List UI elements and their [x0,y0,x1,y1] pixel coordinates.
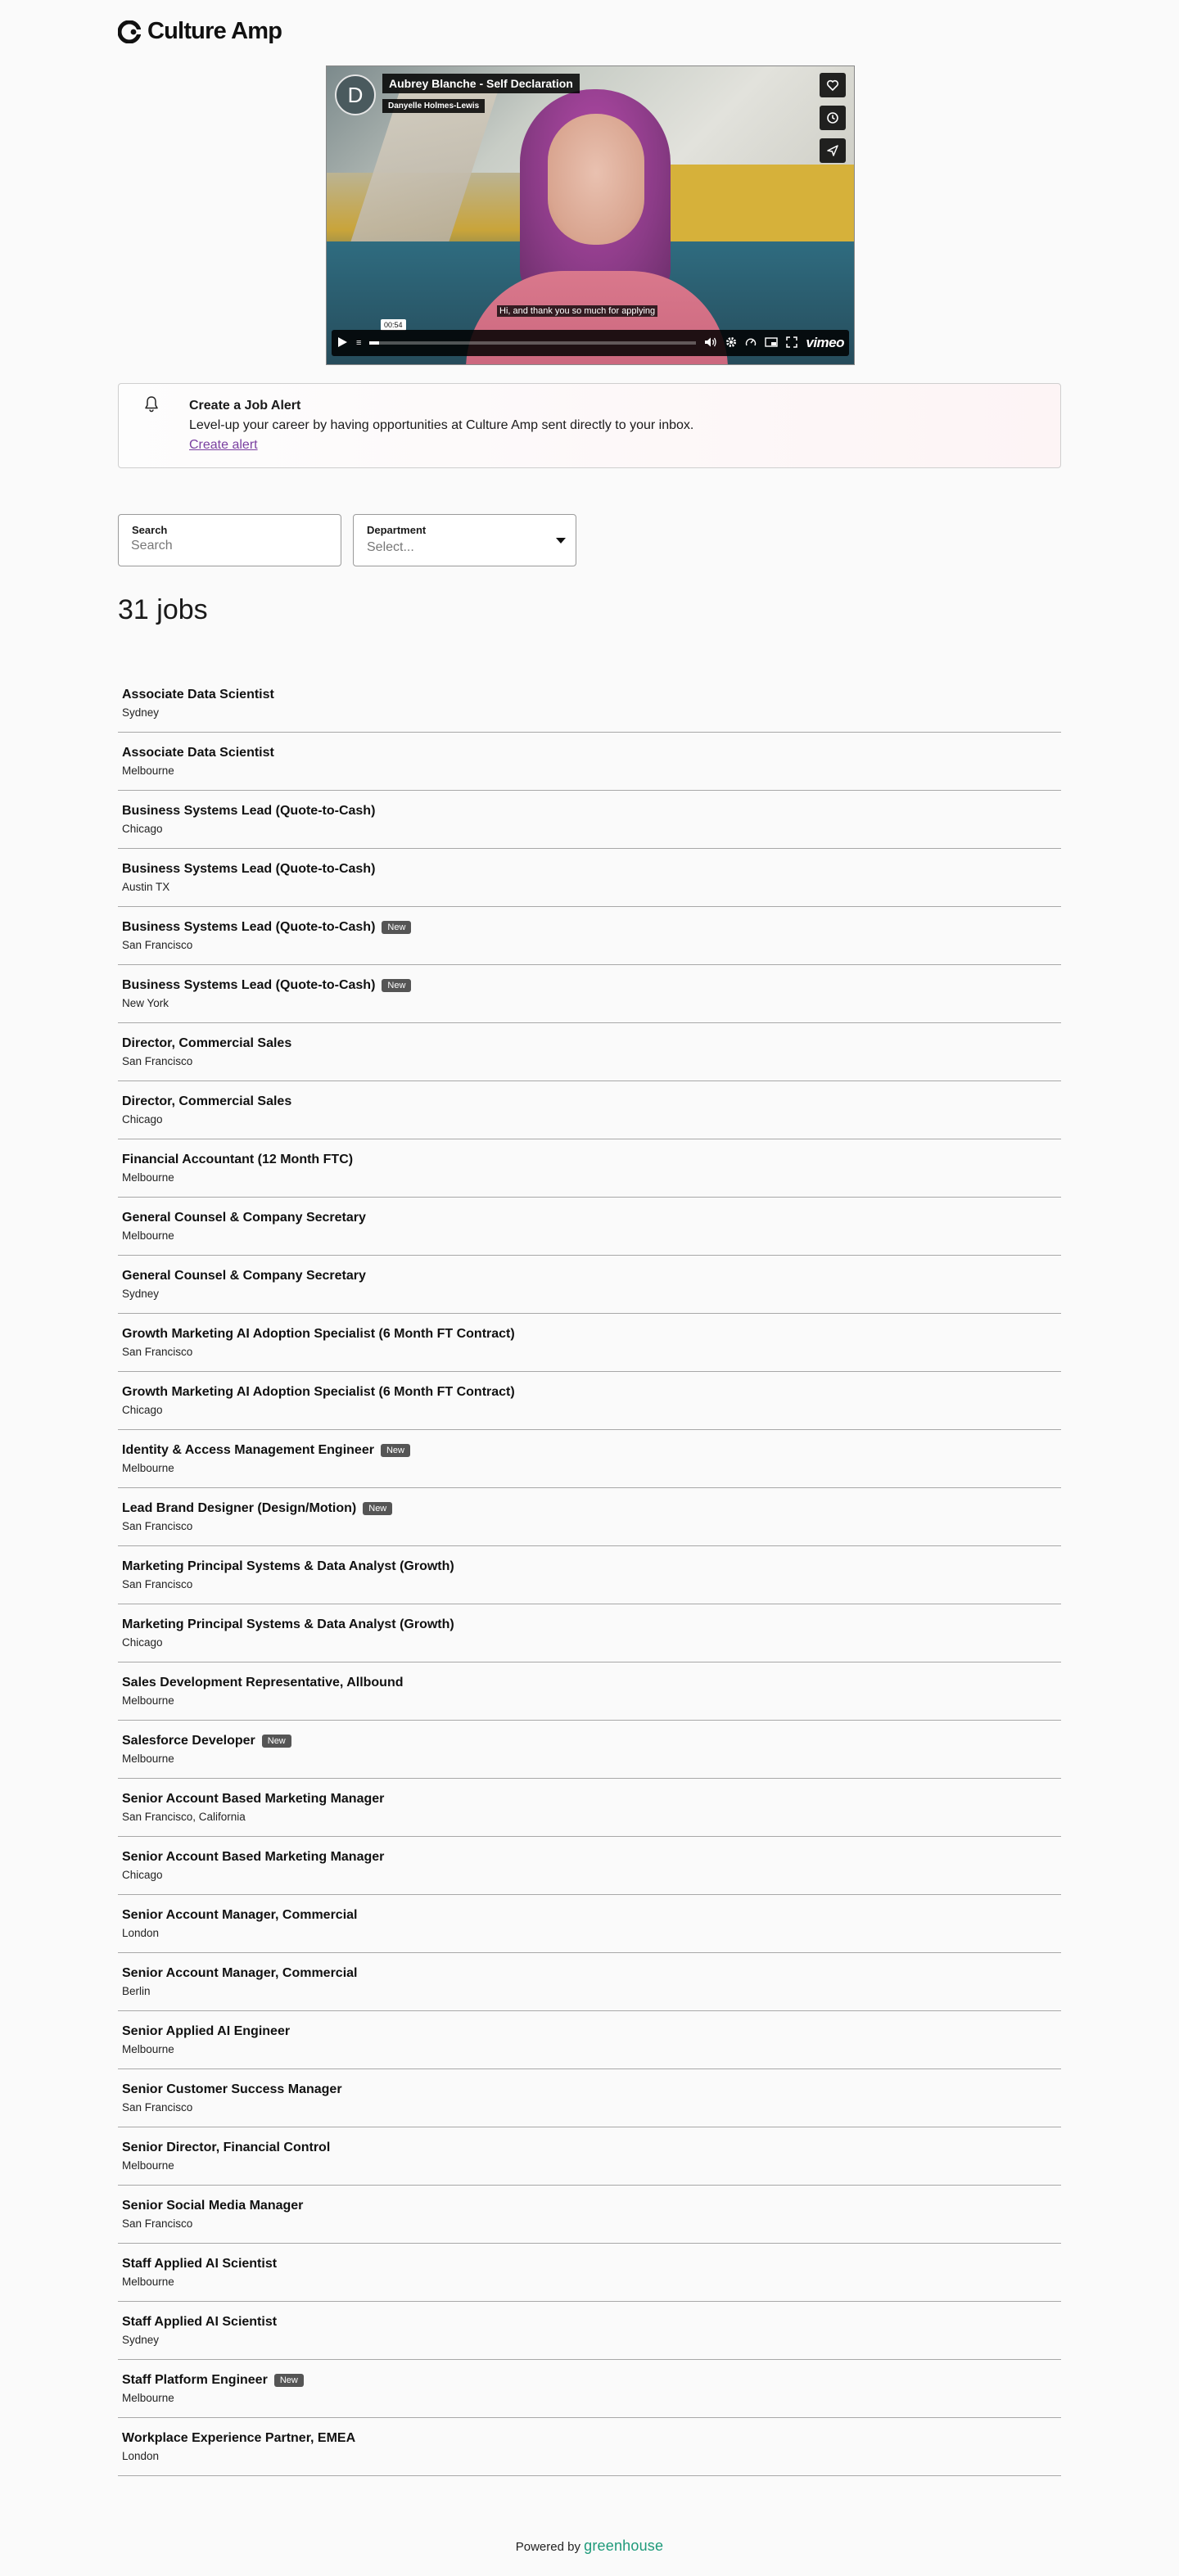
job-location: Chicago [122,1113,163,1126]
job-location: Melbourne [122,1171,174,1184]
job-location: San Francisco [122,1578,193,1590]
job-title-text: Director, Commercial Sales [122,1094,292,1108]
job-title[interactable] [122,2082,1057,2097]
department-value: Select... [367,540,414,554]
job-title[interactable] [122,978,1057,993]
job-count: 31 jobs [118,594,208,625]
like-button[interactable] [820,73,846,97]
job-title-text: Director, Commercial Sales [122,1036,292,1050]
new-badge: New [381,1444,410,1457]
job-title-text: Business Systems Lead (Quote-to-Cash) [122,804,376,818]
job-location: Sydney [122,2334,160,2346]
job-title[interactable] [122,1734,1057,1748]
job-title[interactable] [122,1036,1057,1051]
job-location: San Francisco [122,2217,193,2230]
job-title-text: General Counsel & Company Secretary [122,1269,366,1283]
new-badge: New [382,921,411,934]
job-title-text: Identity & Access Management Engineer [122,1443,374,1457]
job-location: Melbourne [122,2392,174,2404]
brand-name: Culture Amp [147,18,282,44]
culture-amp-logo-icon [118,20,141,43]
job-title[interactable] [122,1501,1057,1516]
speed-icon[interactable] [745,336,757,350]
job-location: Chicago [122,1404,163,1416]
job-title[interactable] [122,2141,1057,2155]
volume-icon[interactable] [704,336,717,350]
send-icon [826,144,839,157]
job-location: Chicago [122,823,163,835]
job-title[interactable] [122,804,1057,819]
powered-by-text: Powered by [515,2540,580,2554]
job-title-text: General Counsel & Company Secretary [122,1211,366,1225]
job-title-text: Senior Director, Financial Control [122,2141,331,2154]
watch-later-button[interactable] [820,106,846,130]
job-posting[interactable] [118,907,1061,965]
bell-icon [143,395,160,413]
job-title-text: Financial Accountant (12 Month FTC) [122,1153,354,1166]
job-location: Sydney [122,706,160,719]
chapters-icon[interactable]: ≡ [356,337,362,348]
job-location: Melbourne [122,2276,174,2288]
job-location: Berlin [122,1985,151,1997]
job-location: Sydney [122,1288,160,1300]
brand-logo[interactable] [118,18,282,45]
job-posting[interactable] [118,2127,1061,2186]
job-location: London [122,1927,160,1939]
job-posting[interactable] [118,1546,1061,1604]
job-title-text: Sales Development Representative, Allbound [122,1676,404,1690]
job-location: Chicago [122,1869,163,1881]
job-posting[interactable] [118,1953,1061,2011]
video-player[interactable] [326,65,855,365]
job-title-text: Associate Data Scientist [122,746,274,760]
job-list [118,674,1061,2476]
job-posting[interactable] [118,733,1061,791]
job-title-text: Senior Account Based Marketing Manager [122,1850,385,1864]
job-title-text: Senior Account Based Marketing Manager [122,1792,385,1806]
vimeo-logo[interactable]: vimeo [806,335,844,350]
job-posting[interactable] [118,791,1061,849]
job-title[interactable] [122,1966,1057,1981]
job-location: Melbourne [122,1229,174,1242]
job-title[interactable] [122,1559,1057,1574]
video-caption: Hi, and thank you so much for applying [497,305,657,317]
job-posting[interactable] [118,1314,1061,1372]
job-title-text: Senior Account Manager, Commercial [122,1966,358,1980]
search-input[interactable] [131,539,328,553]
job-title-text: Senior Applied AI Engineer [122,2024,291,2038]
job-posting[interactable] [118,1895,1061,1953]
job-location: Chicago [122,1636,163,1649]
job-title-text: Marketing Principal Systems & Data Analyst (Growth) [122,1617,454,1631]
play-icon[interactable] [337,336,348,350]
search-label: Search [132,524,168,536]
job-location: Melbourne [122,1753,174,1765]
job-location: Melbourne [122,2159,174,2172]
new-badge: New [382,979,411,992]
pip-icon[interactable] [765,337,778,350]
job-posting[interactable] [118,1256,1061,1314]
settings-icon[interactable] [725,336,737,350]
job-title[interactable] [122,2024,1057,2039]
job-title-text: Business Systems Lead (Quote-to-Cash) [122,920,376,934]
job-location: Melbourne [122,765,174,777]
job-title[interactable] [122,1676,1057,1690]
new-badge: New [262,1735,291,1748]
job-title-text: Marketing Principal Systems & Data Analyst (Growth) [122,1559,454,1573]
job-title-text: Lead Brand Designer (Design/Motion) [122,1501,357,1515]
job-title-text: Staff Applied AI Scientist [122,2315,278,2329]
video-title[interactable]: Aubrey Blanche - Self Declaration [382,74,580,93]
job-title-text: Staff Platform Engineer [122,2373,268,2387]
job-posting[interactable] [118,1372,1061,1430]
job-location: San Francisco [122,2101,193,2114]
job-title[interactable] [122,1094,1057,1109]
job-title-text: Senior Social Media Manager [122,2199,304,2213]
job-posting[interactable] [118,1837,1061,1895]
job-posting[interactable] [118,965,1061,1023]
department-label: Department [367,524,427,536]
job-posting[interactable] [118,2360,1061,2418]
footer [0,2538,1179,2555]
job-location: New York [122,997,169,1009]
job-location: London [122,2450,160,2462]
job-title[interactable] [122,1792,1057,1807]
job-title[interactable] [122,1443,1057,1458]
job-location: Melbourne [122,2043,174,2055]
job-location: Melbourne [122,1694,174,1707]
job-location: San Francisco, California [122,1811,246,1823]
job-title-text: Workplace Experience Partner, EMEA [122,2431,356,2445]
job-title[interactable] [122,1269,1057,1283]
job-posting[interactable] [118,849,1061,907]
new-badge: New [274,2374,304,2387]
job-posting[interactable] [118,1604,1061,1662]
job-posting[interactable] [118,2186,1061,2244]
new-badge: New [363,1502,392,1515]
job-title[interactable] [122,1385,1057,1400]
job-posting[interactable] [118,1488,1061,1546]
job-posting[interactable] [118,1139,1061,1198]
job-title[interactable] [122,2257,1057,2271]
video-frame-person-face [548,114,644,245]
heart-icon [826,79,839,92]
video-author[interactable]: Danyelle Holmes-Lewis [382,99,485,113]
job-title[interactable] [122,1153,1057,1167]
job-posting[interactable] [118,1721,1061,1779]
job-posting[interactable] [118,2418,1061,2476]
job-title-text: Staff Applied AI Scientist [122,2257,278,2271]
job-title-text: Business Systems Lead (Quote-to-Cash) [122,862,376,876]
job-posting[interactable] [118,2069,1061,2127]
job-posting[interactable] [118,1198,1061,1256]
job-title[interactable] [122,2373,1057,2388]
job-posting[interactable] [118,674,1061,733]
greenhouse-logo[interactable]: greenhouse [584,2538,664,2554]
department-select[interactable] [353,514,576,566]
job-alert-banner [118,383,1061,468]
create-alert-link[interactable]: Create alert [189,438,258,452]
job-title[interactable] [122,2315,1057,2330]
job-posting[interactable] [118,1779,1061,1837]
job-title-text: Associate Data Scientist [122,688,274,702]
job-title-text: Business Systems Lead (Quote-to-Cash) [122,978,376,992]
job-location: San Francisco [122,1346,193,1358]
job-posting[interactable] [118,2244,1061,2302]
job-posting[interactable] [118,1023,1061,1081]
job-posting[interactable] [118,1430,1061,1488]
job-alert-text: Level-up your career by having opportunities at Culture Amp sent directly to your inbox. [189,418,694,432]
video-controls [332,330,849,356]
job-title[interactable] [122,2431,1057,2446]
chevron-down-icon [556,538,566,544]
job-title-text: Senior Customer Success Manager [122,2082,342,2096]
job-title[interactable] [122,1327,1057,1342]
job-posting[interactable] [118,2011,1061,2069]
job-posting[interactable] [118,1081,1061,1139]
job-title[interactable] [122,746,1057,760]
job-title[interactable] [122,920,1057,935]
video-author-avatar[interactable]: D [335,74,376,115]
job-location: San Francisco [122,1520,193,1532]
job-location: Melbourne [122,1462,174,1474]
share-button[interactable] [820,138,846,163]
job-title-text: Salesforce Developer [122,1734,255,1748]
job-title[interactable] [122,1908,1057,1923]
job-title[interactable] [122,862,1057,877]
video-timestamp: 00:54 [381,319,406,331]
job-location: Austin TX [122,881,170,893]
fullscreen-icon[interactable] [786,336,797,350]
job-location: San Francisco [122,1055,193,1067]
job-title-text: Growth Marketing AI Adoption Specialist (6 Month FT Contract) [122,1327,515,1341]
video-progress-bar[interactable] [369,341,696,345]
job-location: San Francisco [122,939,193,951]
job-alert-title: Create a Job Alert [189,399,301,413]
job-title[interactable] [122,688,1057,702]
job-title[interactable] [122,1850,1057,1865]
job-posting[interactable] [118,1662,1061,1721]
job-title[interactable] [122,1617,1057,1632]
job-title-text: Growth Marketing AI Adoption Specialist (6 Month FT Contract) [122,1385,515,1399]
clock-icon [826,111,839,124]
video-progress-fill [369,341,379,345]
search-field[interactable] [118,514,341,566]
job-title[interactable] [122,1211,1057,1225]
job-title-text: Senior Account Manager, Commercial [122,1908,358,1922]
job-posting[interactable] [118,2302,1061,2360]
job-title[interactable] [122,2199,1057,2213]
